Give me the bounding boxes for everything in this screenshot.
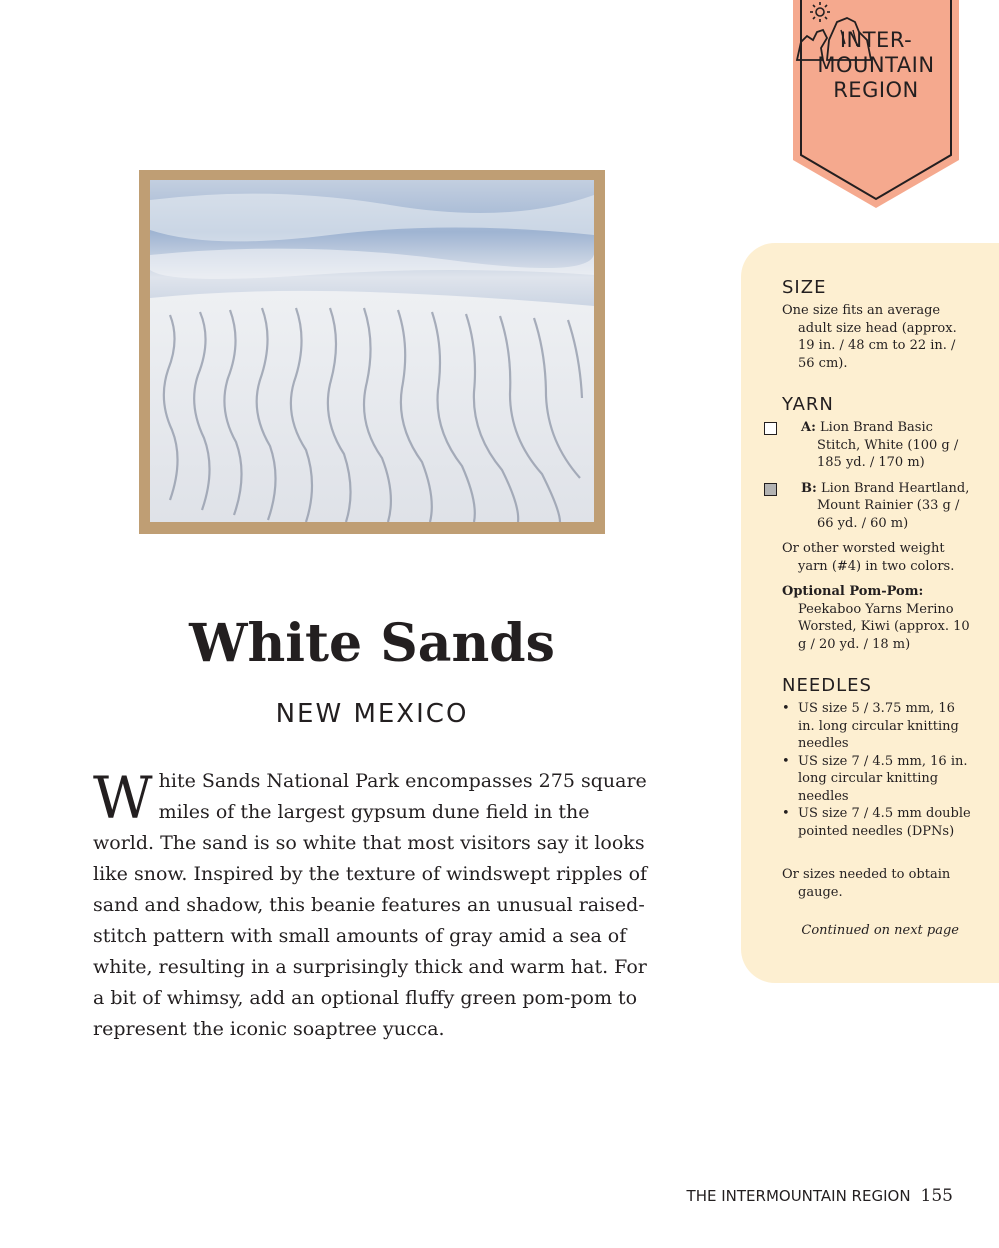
yarn-alternative: Or other worsted weight yarn (#4) in two colors. — [782, 541, 955, 574]
pompom-label: Optional Pom-Pom: — [782, 584, 924, 599]
dune-image — [150, 180, 594, 522]
pompom-note — [782, 583, 972, 653]
pompom-text: Peekaboo Yarns Merino Worsted, Kiwi (approx. 10 g / 20 yd. / 18 m) — [798, 601, 970, 652]
size-text: One size fits an average adult size head (approx. 19 in. / 48 cm to 22 in. / 56 cm). — [782, 303, 957, 371]
gauge-note: Or sizes needed to obtain gauge. — [782, 867, 951, 900]
needle-item: • US size 5 / 3.75 mm, 16 in. long circular knitting needles — [782, 700, 972, 753]
needle-item: • US size 7 / 4.5 mm, 16 in. long circular knitting needles — [782, 753, 972, 806]
needle-item: • US size 7 / 4.5 mm double pointed needles (DPNs) — [782, 805, 972, 840]
color-b-swatch — [764, 483, 777, 496]
needles-heading: NEEDLES — [782, 675, 872, 696]
sun-rock-icon — [793, 0, 879, 70]
size-heading: SIZE — [782, 277, 827, 298]
yarn-item-b — [782, 480, 972, 533]
size-section — [782, 277, 972, 372]
yarn-b-text: Lion Brand Heartland, Mount Rainier (33 g / 66 yd. / 60 m) — [817, 480, 970, 531]
white-sands-photo — [139, 170, 605, 534]
continued-note: Continued on next page — [801, 923, 959, 938]
region-banner — [793, 0, 959, 208]
intro-paragraph — [93, 766, 649, 1045]
yarn-a-text: Lion Brand Basic Stitch, White (100 g / 185 yd. / 170 m) — [817, 420, 959, 470]
needle-list — [782, 700, 972, 840]
yarn-section — [782, 394, 972, 653]
page-footer — [687, 1186, 953, 1206]
page-number: 155 — [920, 1186, 953, 1206]
color-a-swatch — [764, 422, 777, 435]
yarn-b-label: B: — [801, 480, 817, 496]
drop-cap: W — [93, 764, 153, 832]
materials-sidebar — [741, 243, 999, 983]
intro-text: hite Sands National Park encompasses 275 square miles of the largest gypsum dune field in the world. The sand is so white that most visitors say it looks like snow. Inspired by the texture of windswept ripples of sand and shadow, this beanie features an unusual raised-stitch pattern with small amounts of gray amid a sea of white, resulting in a surprisingly thick and warm hat. For a bit of whimsy, add an optional fluffy green pom-pom to represent the iconic soaptree yucca. — [93, 770, 648, 1040]
page-subtitle: NEW MEXICO — [275, 699, 469, 729]
yarn-item-a — [782, 419, 972, 472]
yarn-heading: YARN — [782, 394, 834, 415]
yarn-a-label: A: — [801, 420, 816, 435]
page-title: White Sands — [189, 613, 555, 674]
footer-section: THE INTERMOUNTAIN REGION — [686, 1187, 911, 1205]
banner-title: INTER- MOUNTAIN REGION — [817, 28, 935, 102]
needles-section — [782, 675, 972, 901]
